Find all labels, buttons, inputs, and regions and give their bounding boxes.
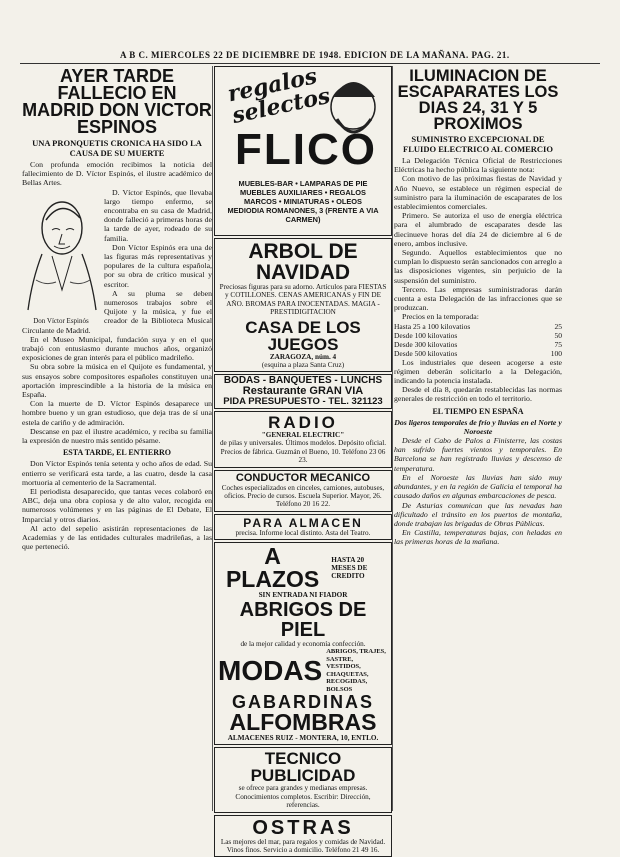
plazos-gabardinas: GABARDINAS <box>231 692 374 712</box>
radio-text: de pilas y universales. Últimos modelos. Depósito oficial. Precios de fábrica. Guzmán el Bueno, 10. Teléfono 23 06 23. <box>219 439 387 465</box>
plazos-modas-side: ABRIGOS, TRAJES, SASTRE, VESTIDOS, CHAQUETAS, RECOGIDAS, BOLSOS <box>326 648 386 693</box>
article-paragraph: Desde el Cabo de Palos a Finisterre, las costas han sufrido fuertes vientos y temporales. En Barcelona se han registrado lluvias y descenso de temperatura. <box>394 436 562 473</box>
article-paragraph: En el Museo Municipal, fundación suya y en el que trabajó con entusiasmo durante muchos años, organizó exposiciones de gran interés para el público madrileño. <box>22 334 212 363</box>
bodas-line: BODAS - BANQUETES - LUNCHS <box>223 375 383 387</box>
article-paragraph: Descanse en paz el ilustre académico, y reciba su familia la expresión de nuestro más sentido pésame. <box>22 426 212 446</box>
right-column <box>394 66 562 826</box>
plazos-note: de la mejor calidad y economía confección. <box>240 639 366 648</box>
column-divider-left <box>212 66 213 811</box>
price-label: Desde 500 kilovatios <box>394 348 458 358</box>
radio-title: RADIO <box>268 412 338 432</box>
article-paragraph: Primero. Se autoriza el uso de energía eléctrica para el alumbrado de escaparates desde las diecinueve horas del día 24 de diciembre al 6 de enero, ambos inclusive. <box>394 211 562 248</box>
price-row <box>394 340 562 349</box>
ostras-ad <box>214 815 392 857</box>
bodas-ad <box>214 374 392 409</box>
price-label: Desde 300 kilovatios <box>394 339 458 349</box>
bodas-line: PIDA PRESUPUESTO - TEL. 321123 <box>223 396 383 408</box>
radio-ad <box>214 411 392 468</box>
arbol-text: Preciosas figuras para su adorno. Artículos para FIESTAS y COTILLONES. CENAS AMERICANAS y FIN DE AÑO. BROMAS PARA INOCENTADAS. MAGIA - PRESTIDIGITACION <box>219 283 387 317</box>
price-value: 25 <box>554 321 562 331</box>
weather-head: EL TIEMPO EN ESPAÑA <box>432 406 524 416</box>
article-paragraph: De Asturias comunican que las nevadas han dificultado el tránsito en los puertos de montaña, donde trabajan las brigadas de Obras Públicas. <box>394 500 562 528</box>
conductor-title: CONDUCTOR MECANICO <box>235 471 371 484</box>
arbol-ad <box>214 238 392 372</box>
price-value: 100 <box>550 348 562 358</box>
article-paragraph: Don Víctor Espinós era una de las figuras más representativas y populares de la cultura española, por su obra de crítico musical y escritor. <box>104 242 212 289</box>
article-paragraph: En Castilla, temperaturas bajas, con heladas en las primeras horas de la mañana. <box>394 528 562 547</box>
price-value: 50 <box>554 330 562 340</box>
list-title: Precios en la temporada: <box>402 312 479 322</box>
portrait-caption: Don Víctor Espinós <box>33 316 89 325</box>
article-paragraph: Tercero. Las empresas suministradoras darán cuenta a esta Delegación de las infracciones que se produzcan. <box>394 284 562 313</box>
column-divider-right <box>392 66 393 811</box>
price-row <box>394 349 562 358</box>
plazos-alfombras: ALFOMBRAS <box>229 709 377 735</box>
almacen-ad <box>214 514 392 540</box>
article-paragraph: Los industriales que deseen acogerse a este régimen deberán solicitarlo a la Delegación, indicando la potencia instalada. <box>394 357 562 386</box>
portrait-drawing <box>22 190 100 312</box>
article-paragraph: A su pluma se deben numerosos trabajos sobre el Quijote y la música, y fue el creador de la Biblioteca Musical Circulante de Madrid. <box>22 288 212 335</box>
left-column <box>22 66 212 826</box>
conductor-ad <box>214 470 392 512</box>
almacen-text: precisa. Informe local distinto. Asta del Teatro. <box>235 528 371 537</box>
plazos-side: HASTA 20 MESES DE CREDITO <box>331 555 368 581</box>
plazos-big: A PLAZOS <box>225 543 320 593</box>
article-paragraph: D. Víctor Espinós, que llevaba largo tiempo enfermo, se encontraba en su casa de Madrid, donde falleció a primeras horas de la tarde de ayer, rodeado de su familia. <box>104 187 212 243</box>
flico-line: MEDIODIA ROMANONES, 3 (FRENTE A VIA CARMEN) <box>227 206 379 224</box>
article-paragraph: El periodista desaparecido, que tantas veces colaboró en ABC, deja una obra copiosa y de alto valor, recogida en numerosos volúmenes y en las páginas de El Debate, El Imparcial y otros diarios. <box>22 486 212 524</box>
article-paragraph: La Delegación Técnica Oficial de Restricciones Eléctricas ha hecho pública la siguiente nota: <box>394 156 562 175</box>
flico-ad <box>214 63 392 236</box>
flico-line: MARCOS • MINIATURAS • OLEOS <box>244 197 362 206</box>
article-paragraph: Segundo. Aquellos establecimientos que no cumplan lo dispuesto serán sancionados con arreglo a las disposiciones vigentes, sin perjuicio de la suspensión del suministro. <box>394 248 562 285</box>
burial-subhead: ESTA TARDE, EL ENTIERRO <box>62 448 172 458</box>
flico-script: regalos selectos <box>225 63 333 129</box>
ads-column <box>214 63 392 855</box>
price-label: Hasta 25 a 100 kilovatios <box>394 321 471 331</box>
price-value: 75 <box>554 339 562 349</box>
plazos-sub: SIN ENTRADA NI FIADOR <box>258 591 348 600</box>
article-paragraph: Don Víctor Espinós tenía setenta y ocho años de edad. Su entierro se verificará esta tarde, a las cuatro, desde la casa mortuoria al cementerio de la Sacramental. <box>22 459 212 487</box>
plazos-modas: MODAS <box>218 654 323 686</box>
plazos-ad <box>214 542 392 745</box>
article-paragraph: Su obra sobre la música en el Quijote es fundamental, y sus ensayos sobre compositores españoles constituyen una aportación imprescindible a la historia de la música en España. <box>22 362 212 400</box>
article-paragraph: Con motivo de las próximas fiestas de Navidad y Año Nuevo, se establece un régimen especial de suministro para la iluminación de escaparates de los establecimientos comerciales. <box>394 174 562 212</box>
price-row <box>394 331 562 340</box>
plazos-address: ALMACENES RUIZ - MONTERA, 10, ENTLO. <box>227 734 379 742</box>
article-paragraph: Con la muerte de D. Víctor Espinós desaparece un hombre bueno y un gran estudioso, que deja tras de sí una estela de cariño y de admiración. <box>22 399 212 427</box>
article-paragraph: Al acto del sepelio asistirán representaciones de las Academias y de las entidades culturales madrileñas, a las que perteneció. <box>22 523 212 552</box>
flico-name: FLICO <box>235 125 377 174</box>
price-row <box>394 322 562 331</box>
arbol-address2: (esquina a plaza Santa Cruz) <box>261 361 345 370</box>
plazos-abrigos: ABRIGOS DE PIEL <box>239 598 367 641</box>
right-headline: ILUMINACION DE ESCAPARATES LOS DIAS 24, 31 Y 5 PROXIMOS <box>397 67 559 133</box>
article-paragraph: En el Noroeste las lluvias han sido muy abundantes, y en la región de Galicia el temporal ha causado daños en algunas embarcaciones de pesca. <box>394 472 562 501</box>
left-headline: AYER TARDE FALLECIO EN MADRID DON VICTOR ESPINOS <box>22 66 212 137</box>
weather-sub: Dos ligeros temporales de frío y lluvias en el Norte y Noroeste <box>394 417 562 436</box>
flico-line: MUEBLES-BAR • LAMPARAS DE PIE <box>238 179 368 188</box>
radio-sub: "GENERAL ELECTRIC" <box>261 430 345 439</box>
page-header: A B C. MIERCOLES 22 DE DICIEMBRE DE 1948. EDICION DE LA MAÑANA. PAG. 21. <box>120 50 510 60</box>
left-subhead: UNA PRONQUETIS CRONICA HA SIDO LA CAUSA DE SU MUERTE <box>32 138 202 158</box>
flico-line: MUEBLES AUXILIARES • REGALOS <box>240 188 366 197</box>
tecnico-title: TECNICO PUBLICIDAD <box>250 749 356 786</box>
bodas-line: Restaurante GRAN VIA <box>242 385 364 398</box>
right-subhead: SUMINISTRO EXCEPCIONAL DE FLUIDO ELECTRICO AL COMERCIO <box>403 134 553 154</box>
article-paragraph: Desde el día 8, quedarán restablecidas las normas generales de restricción en todo el territorio. <box>394 385 562 404</box>
conductor-text: Coches especializados en cinceles, camiones, autobuses, oficios. Precio de cursos. Escuela Superior. Mayor, 26. Teléfono 20 16 22. <box>221 483 385 509</box>
arbol-address: ZARAGOZA, núm. 4 <box>269 352 337 361</box>
price-label: Desde 100 kilovatios <box>394 330 458 340</box>
ostras-title: OSTRAS <box>252 816 354 839</box>
tecnico-ad <box>214 747 392 812</box>
almacen-title: PARA ALMACEN <box>243 515 363 530</box>
arbol-house: CASA DE LOS JUEGOS <box>245 317 361 354</box>
tecnico-text: se ofrece para grandes y medianas empresas. Conocimientos completos. Escribir: Dirección, referencias. <box>235 784 371 810</box>
article-paragraph: Con profunda emoción recibimos la noticia del fallecimiento de D. Víctor Espinós, el ilustre académico de Bellas Artes. <box>22 160 212 188</box>
ostras-text: Las mejores del mar, para regalos y comidas de Navidad. Vinos finos. Servicio a domicilio. Teléfono 21 49 16. <box>220 837 386 855</box>
portrait-figure <box>22 190 100 325</box>
arbol-title: ARBOL DE NAVIDAD <box>248 240 358 284</box>
